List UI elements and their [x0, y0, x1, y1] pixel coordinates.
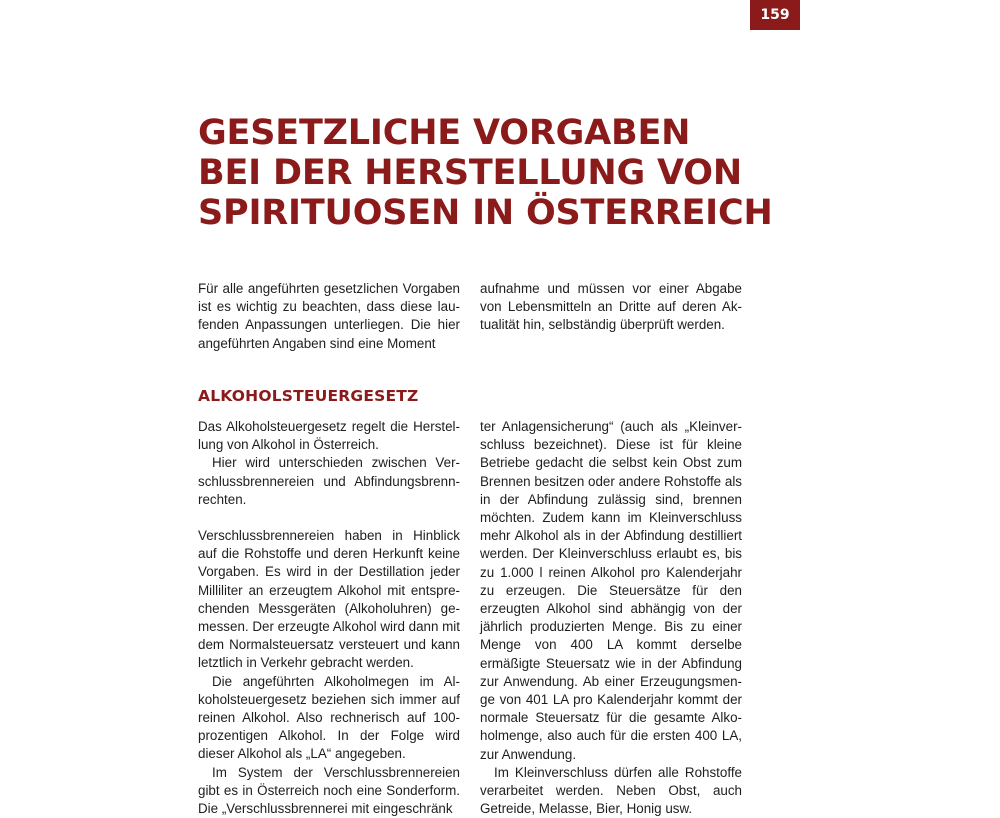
intro-left-column	[198, 280, 460, 353]
page-title	[198, 113, 798, 233]
body-right-column	[480, 418, 742, 818]
body-paragraph: Das Alkoholsteuergesetz regelt die Herstellung von Alkohol in Österreich.	[198, 419, 460, 453]
body-paragraph: Die angeführten Alkoholmegen im Alkoholsteuergesetz beziehen sich immer auf reinen Alkohol. Also rechnerisch auf 100-prozentigen Alkohol. In der Folge wird dieser Alkohol als „LA“ angegeben.	[198, 673, 460, 762]
section-heading: ALKOHOLSTEUERGESETZ	[198, 387, 419, 405]
body-left-column	[198, 418, 460, 818]
body-paragraph: Verschlussbrennereien haben in Hinblick auf die Rohstoffe und deren Herkunft keine Vorgaben. Es wird in der Destillation jeder Milliliter an erzeugtem Alkohol mit entsprechenden Messgeräten (Alkoholuhren) gemessen. Der erzeugte Alkohol wird dann mit dem Normalsteuersatz versteuert und kann letztlich in Verkehr gebracht werden.	[198, 528, 460, 671]
intro-right-column	[480, 280, 742, 335]
page-number: 159	[750, 0, 800, 30]
intro-paragraph: Für alle angeführten gesetzlichen Vorgaben ist es wichtig zu beachten, dass diese laufenden Anpassungen unterliegen. Die hier angeführten Angaben sind eine Moment	[198, 281, 460, 351]
body-paragraph: ter Anlagensicherung“ (auch als „Kleinverschluss bezeichnet). Diese ist für kleine Betriebe gedacht die selbst kein Obst zum Brennen besitzen oder andere Rohstoffe als in der Abfindung zulässig sind, brennen möchten. Zudem kann im Kleinverschluss mehr Alkohol als in der Abfindung destilliert werden. Der Kleinverschluss erlaubt es, bis zu 1.000 l reinen Alkohol pro Kalenderjahr zu erzeugen. Die Steuersätze für den erzeugten Alkohol sind abhängig von der jährlich produzierten Menge. Bis zu einer Menge von 400 LA kommt derselbe ermäßigte Steuersatz wie in der Abfindung zur Anwendung. Ab einer Erzeugungsmenge von 401 LA pro Kalenderjahr kommt der normale Steuersatz für die gesamte Alkoholmenge, also auch für die ersten 400 LA, zur Anwendung.	[480, 419, 742, 762]
title-line: SPIRITUOSEN IN ÖSTERREICH	[198, 193, 773, 233]
body-paragraph: Im Kleinverschluss dürfen alle Rohstoffe verarbeitet werden. Neben Obst, auch Getreide, Melasse, Bier, Honig usw.	[480, 764, 742, 817]
body-paragraph: Im System der Verschlussbrennereien gibt es in Österreich noch eine Sonderform. Die „Verschlussbrennerei mit eingeschränk	[198, 764, 460, 817]
title-line: GESETZLICHE VORGABEN	[198, 113, 691, 153]
title-line: BEI DER HERSTELLUNG VON	[198, 153, 742, 193]
body-paragraph: Hier wird unterschieden zwischen Verschlussbrennereien und Abfindungsbrennrechten.	[198, 455, 460, 507]
intro-paragraph: aufnahme und müssen vor einer Abgabe von Lebensmitteln an Dritte auf deren Aktualität hin, selbständig überprüft werden.	[480, 281, 742, 333]
